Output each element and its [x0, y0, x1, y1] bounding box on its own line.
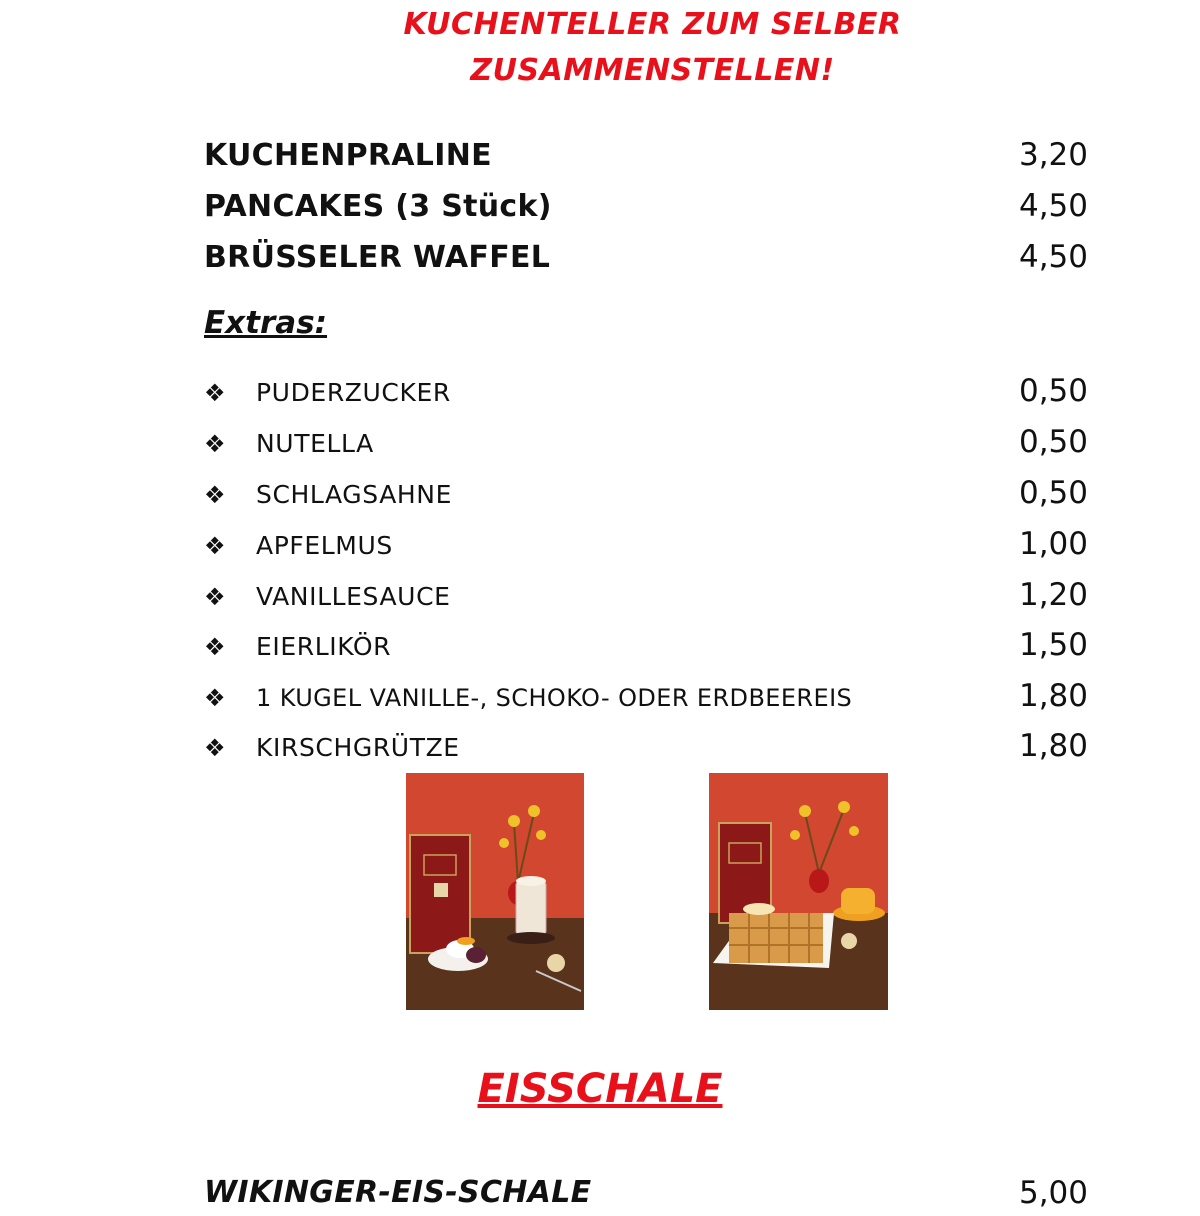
extra-item-name: KIRSCHGRÜTZE — [256, 733, 460, 762]
extra-item-name: NUTELLA — [256, 429, 374, 458]
section-title-eisschale: EISSCHALE — [477, 1066, 723, 1112]
extra-item-price: 0,50 — [1018, 373, 1088, 409]
extra-item-price: 1,20 — [1018, 577, 1088, 613]
extra-item-price: 0,50 — [1018, 475, 1088, 511]
extra-item — [204, 521, 1088, 567]
diamond-bullet-icon: ❖ — [204, 734, 226, 762]
menu-item — [204, 1170, 1088, 1216]
menu-item — [204, 132, 1088, 178]
extra-item-name: APFELMUS — [256, 531, 393, 560]
extra-item-price: 1,80 — [1018, 728, 1088, 764]
extra-item — [204, 572, 1088, 618]
extra-item-name: 1 KUGEL VANILLE-, SCHOKO- ODER ERDBEEREIS — [256, 684, 853, 712]
menu-item-name: PANCAKES (3 Stück) — [204, 189, 552, 224]
extra-item-name: SCHLAGSAHNE — [256, 480, 452, 509]
menu-item-price: 3,20 — [1018, 137, 1088, 173]
diamond-bullet-icon: ❖ — [204, 583, 226, 611]
extra-item — [204, 419, 1088, 465]
extra-item-price: 1,50 — [1018, 627, 1088, 663]
menu-item — [204, 183, 1088, 229]
menu-title-line-2: ZUSAMMENSTELLEN! — [470, 53, 835, 88]
extra-item — [204, 470, 1088, 516]
extra-item-price: 1,00 — [1018, 526, 1088, 562]
photo-kuchenpraline — [406, 773, 584, 1010]
extra-item — [204, 622, 1088, 668]
extra-item-price: 0,50 — [1018, 424, 1088, 460]
extra-item-name: VANILLESAUCE — [256, 582, 451, 611]
extras-heading: Extras: — [204, 305, 328, 341]
menu-item-price: 5,00 — [1018, 1175, 1088, 1211]
diamond-bullet-icon: ❖ — [204, 379, 226, 407]
menu-title-line-1: KUCHENTELLER ZUM SELBER — [403, 7, 902, 42]
diamond-bullet-icon: ❖ — [204, 633, 226, 661]
diamond-bullet-icon: ❖ — [204, 430, 226, 458]
extra-item — [204, 368, 1088, 414]
photo-kuchenpraline-illustration — [406, 773, 584, 1010]
photo-bruesseler-waffel-illustration — [709, 773, 888, 1010]
diamond-bullet-icon: ❖ — [204, 684, 226, 712]
menu-item — [204, 234, 1088, 280]
extra-item-price: 1,80 — [1018, 678, 1088, 714]
menu-item-name: BRÜSSELER WAFFEL — [204, 240, 551, 275]
menu-item-price: 4,50 — [1018, 239, 1088, 275]
menu-item-name: WIKINGER-EIS-SCHALE — [204, 1175, 592, 1210]
photo-bruesseler-waffel — [709, 773, 888, 1010]
extra-item-name: PUDERZUCKER — [256, 378, 451, 407]
menu-item-name: KUCHENPRALINE — [204, 138, 492, 173]
extra-item — [204, 723, 1088, 769]
extra-item-name: EIERLIKÖR — [256, 632, 392, 661]
diamond-bullet-icon: ❖ — [204, 481, 226, 509]
extra-item — [204, 673, 1088, 719]
diamond-bullet-icon: ❖ — [204, 532, 226, 560]
menu-item-price: 4,50 — [1018, 188, 1088, 224]
